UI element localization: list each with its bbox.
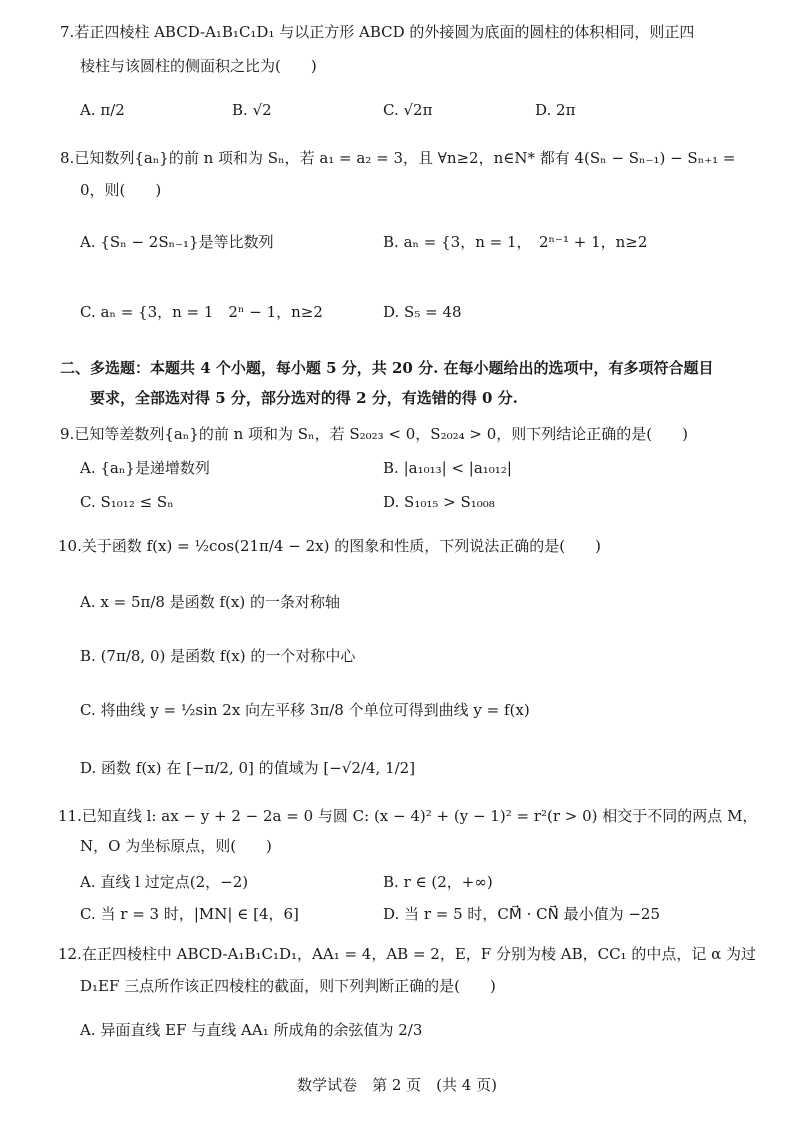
q7-option-c: C. √2π (383, 101, 433, 119)
q10-option-a: A. x = 5π/8 是函数 f(x) 的一条对称轴 (80, 593, 340, 611)
q8-option-d: D. S₅ = 48 (383, 303, 462, 321)
section2-heading-line-1: 二、多选题：本题共 4 个小题，每小题 5 分，共 20 分. 在每小题给出的选项中，有多项符合题目 (60, 359, 714, 377)
q9-option-c: C. S₁₀₁₂ ≤ Sₙ (80, 493, 174, 511)
q10-option-d: D. 函数 f(x) 在 [−π/2, 0] 的值域为 [−√2/4, 1/2] (80, 759, 416, 777)
section2-heading-line-2: 要求，全部选对得 5 分，部分选对的得 2 分，有选错的得 0 分. (60, 389, 518, 407)
q11-option-d: D. 当 r = 5 时，CM⃗ · CN⃗ 最小值为 −25 (383, 905, 661, 923)
page-footer: 数学试卷 第 2 页 (共 4 页) (297, 1076, 497, 1094)
q11-option-b: B. r ∈ (2，+∞) (383, 873, 493, 891)
q8-line-1: 8.已知数列{aₙ}的前 n 项和为 Sₙ，若 a₁ = a₂ = 3，且 ∀n≥2，n∈N* 都有 4(Sₙ − Sₙ₋₁) − Sₙ₊₁ = (60, 149, 736, 167)
q11-line-2: N，O 为坐标原点，则( ) (80, 837, 272, 855)
q9-option-d: D. S₁₀₁₅ > S₁₀₀₈ (383, 493, 495, 511)
q10-option-b: B. (7π/8, 0) 是函数 f(x) 的一个对称中心 (80, 647, 356, 665)
q12-option-a: A. 异面直线 EF 与直线 AA₁ 所成角的余弦值为 2/3 (80, 1021, 423, 1039)
q8-option-c: C. aₙ = {3，n = 1 2ⁿ − 1，n≥2 (80, 303, 323, 321)
q9-option-a: A. {aₙ}是递增数列 (80, 459, 210, 477)
q10-option-c: C. 将曲线 y = ½sin 2x 向左平移 3π/8 个单位可得到曲线 y = f(x) (80, 701, 530, 719)
q11-option-a: A. 直线 l 过定点(2，−2) (80, 873, 249, 891)
q9-option-b: B. |a₁₀₁₃| < |a₁₀₁₂| (383, 459, 512, 477)
q8-line-2: 0，则( ) (80, 181, 162, 199)
q7-line-2: 棱柱与该圆柱的侧面积之比为( ) (80, 57, 317, 75)
q11-option-c: C. 当 r = 3 时，|MN| ∈ [4，6] (80, 905, 299, 923)
q7-option-a: A. π/2 (80, 101, 125, 119)
q7-option-b: B. √2 (232, 101, 272, 119)
q11-line-1: 11.已知直线 l: ax − y + 2 − 2a = 0 与圆 C: (x − 4)² + (y − 1)² = r²(r > 0) 相交于不同的两点 M， (58, 807, 758, 825)
q8-option-a: A. {Sₙ − 2Sₙ₋₁}是等比数列 (80, 233, 274, 251)
q12-line-1: 12.在正四棱柱中 ABCD-A₁B₁C₁D₁，AA₁ = 4，AB = 2，E，F 分别为棱 AB，CC₁ 的中点，记 α 为过 (58, 945, 757, 963)
q10-line-1: 10.关于函数 f(x) = ½cos(21π/4 − 2x) 的图象和性质，下列说法正确的是( ) (58, 537, 601, 555)
q7-option-d: D. 2π (535, 101, 576, 119)
q9-line-1: 9.已知等差数列{aₙ}的前 n 项和为 Sₙ，若 S₂₀₂₃ < 0，S₂₀₂₄ > 0，则下列结论正确的是( ) (60, 425, 688, 443)
q12-line-2: D₁EF 三点所作该正四棱柱的截面，则下列判断正确的是( ) (80, 977, 496, 995)
q8-option-b: B. aₙ = {3，n = 1， 2ⁿ⁻¹ + 1，n≥2 (383, 233, 648, 251)
q7-line-1: 7.若正四棱柱 ABCD-A₁B₁C₁D₁ 与以正方形 ABCD 的外接圆为底面的圆柱的体积相同，则正四 (60, 23, 695, 41)
